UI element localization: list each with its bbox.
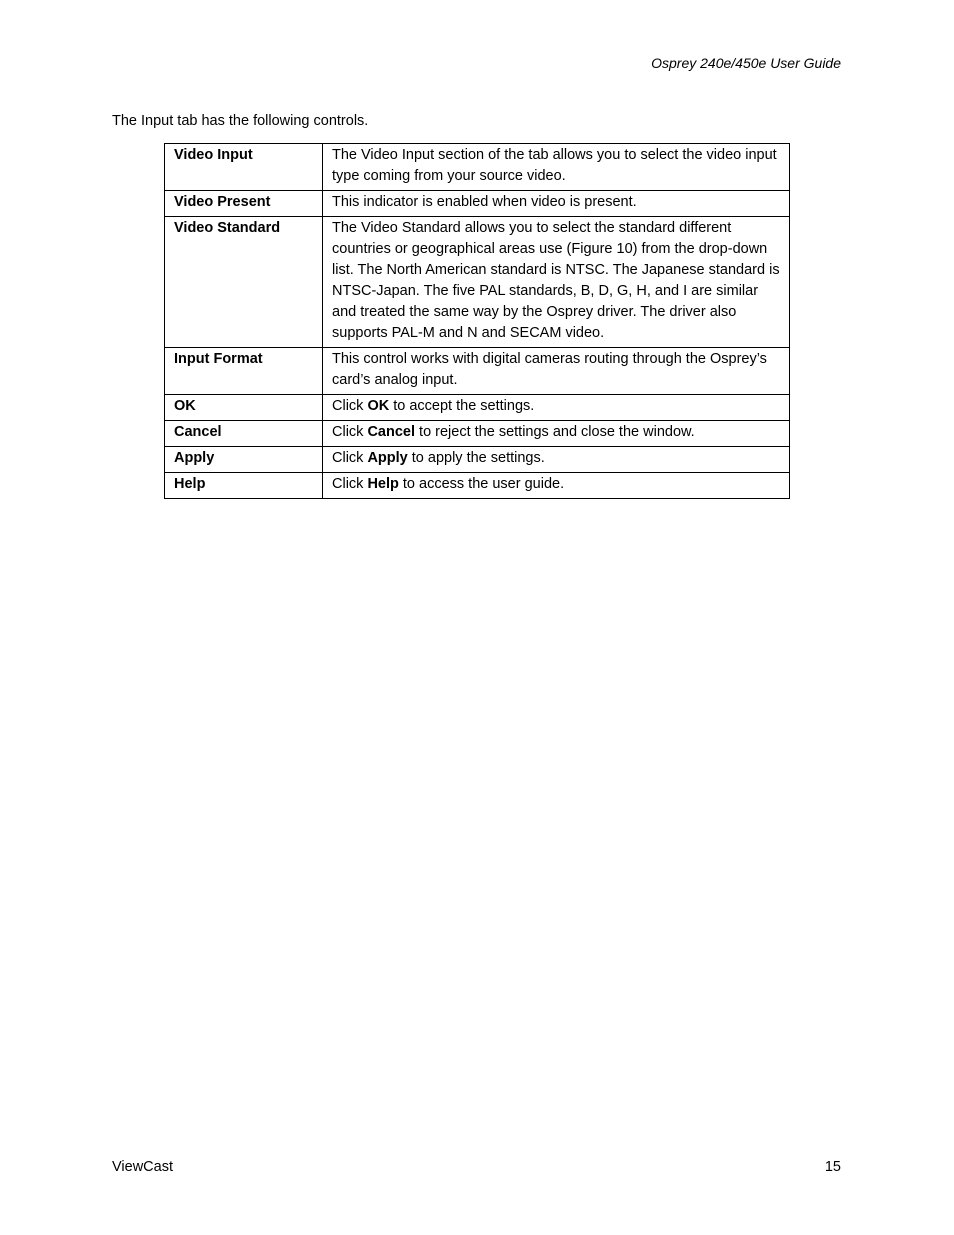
footer-page-number: 15 [824, 1159, 841, 1175]
table-row [165, 217, 790, 348]
footer-company: ViewCast [112, 1159, 173, 1175]
term-cell: Video Standard [165, 217, 323, 348]
description-text: Click [332, 476, 368, 492]
controls-table [164, 143, 790, 499]
running-header: Osprey 240e/450e User Guide [651, 55, 841, 71]
table-row [165, 447, 790, 473]
term-cell: OK [165, 395, 323, 421]
table-row [165, 191, 790, 217]
description-cell: The Video Input section of the tab allows you to select the video input type coming from your source video. [323, 144, 790, 191]
table-row [165, 348, 790, 395]
description-text: to access the user guide. [398, 476, 565, 492]
description-cell: This indicator is enabled when video is present. [323, 191, 790, 217]
description-cell [323, 447, 790, 473]
description-cell [323, 395, 790, 421]
term-cell: Help [165, 473, 323, 499]
term-cell: Video Present [165, 191, 323, 217]
description-text: to reject the settings and close the window. [415, 424, 695, 440]
description-cell: This control works with digital cameras routing through the Osprey’s card’s analog input. [323, 348, 790, 395]
description-text: Click [332, 424, 368, 440]
term-cell: Video Input [165, 144, 323, 191]
description-cell: The Video Standard allows you to select the standard different countries or geographical areas use (Figure 10) from the drop-down list. The North American standard is NTSC. The Japanese standard is NTSC-Japan. The five PAL standards, B, D, G, H, and I are similar and treated the same way by the Osprey driver. The driver also supports PAL-M and N and SECAM video. [323, 217, 790, 348]
description-text: Click [332, 450, 368, 466]
description-bold-term: Apply [367, 450, 408, 466]
table-row [165, 473, 790, 499]
description-text: Click [332, 398, 368, 414]
table-row [165, 421, 790, 447]
term-cell: Cancel [165, 421, 323, 447]
table-row [165, 395, 790, 421]
description-cell [323, 473, 790, 499]
description-text: to apply the settings. [407, 450, 545, 466]
description-text: to accept the settings. [389, 398, 535, 414]
term-cell: Input Format [165, 348, 323, 395]
description-cell [323, 421, 790, 447]
term-cell: Apply [165, 447, 323, 473]
description-bold-term: Help [367, 476, 399, 492]
description-bold-term: Cancel [367, 424, 416, 440]
table-row [165, 144, 790, 191]
description-bold-term: OK [367, 398, 390, 414]
intro-paragraph: The Input tab has the following controls. [112, 113, 369, 129]
